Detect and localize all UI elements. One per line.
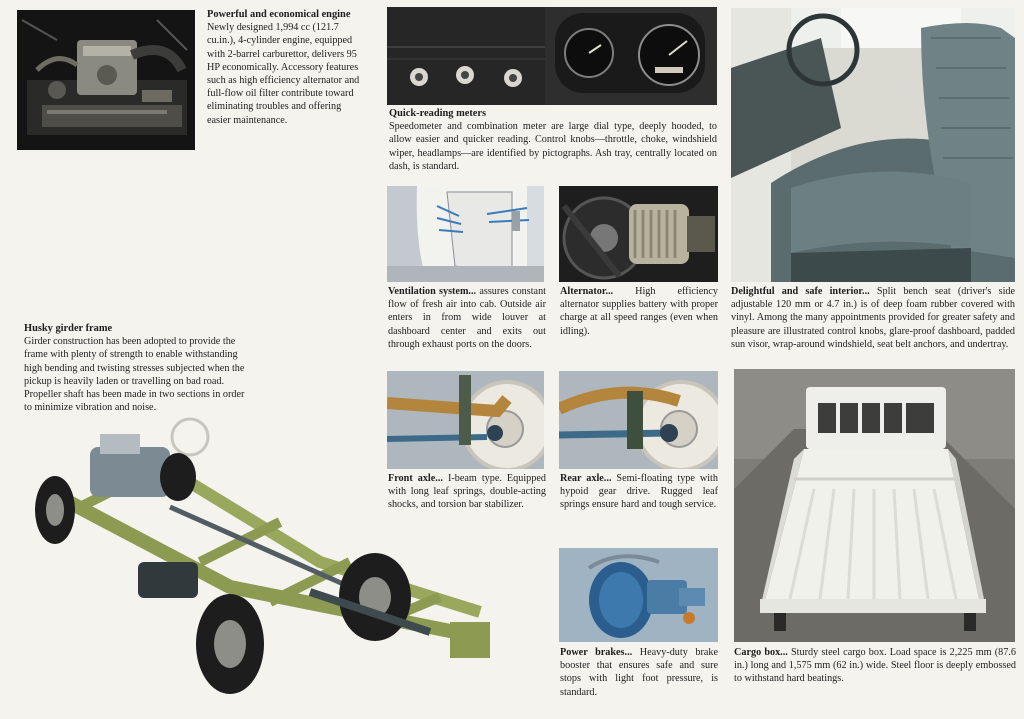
brakes-body: Heavy-duty brake booster that ensures safe and sure stops with light foot pressure, is standard. — [560, 647, 719, 698]
meters-body: Speedometer and combination meter are large dial type, deeply hooded, to allow easier and quicker reading. Control knobs—throttle, choke, windshield wiper, headlamps—are identified by pictographs. Ash tray, centrally located on dash, is standard. — [389, 121, 717, 172]
rear-axle-heading: Rear axle... — [560, 473, 612, 484]
chassis-illustration — [20, 412, 495, 702]
engine-heading: Powerful and economical engine — [207, 9, 351, 20]
engine-caption — [207, 8, 367, 127]
cargo-heading: Cargo box... — [734, 647, 788, 658]
ventilation-body: assures constant flow of fresh air into cab. Outside air enters in from wide louver at dashboard center and exits out through exhaust ports on the doors. — [388, 286, 546, 350]
front-axle-caption — [388, 472, 546, 512]
meters-heading: Quick-reading meters — [389, 108, 487, 119]
alternator-photo — [559, 186, 718, 282]
meters-photo — [387, 7, 717, 105]
interior-body: Split bench seat (driver's side adjustable 120 mm or 4.7 in.) is of deep foam rubber covered with vinyl. Among the many appointments provided for greater safety and pleasure are illustrated control knobs, glare-proof dashboard, padded sun visor, wrap-around windshield, seat belt anchors, and undertray. — [731, 286, 1016, 350]
ventilation-heading: Ventilation system... — [388, 286, 477, 297]
interior-photo — [731, 8, 1015, 282]
meters-caption — [389, 107, 717, 173]
rear-axle-photo — [559, 371, 718, 469]
brakes-caption — [560, 646, 718, 699]
interior-heading: Delightful and safe interior... — [731, 286, 870, 297]
front-axle-heading: Front axle... — [388, 473, 443, 484]
cargo-body: Sturdy steel cargo box. Load space is 2,225 mm (87.6 in.) long and 1,575 mm (62 in.) wide. Steel floor is deeply embossed to withstand hard beatings. — [734, 647, 1016, 685]
engine-body: Newly designed 1,994 cc (121.7 cu.in.), 4-cylinder engine, equipped with 2-barrel carburettor, delivers 95 HP economically. Accessory features such as high efficiency alternator and full-flow oil filter contribute toward eliminating troubles and offering easier maintenance. — [207, 22, 360, 126]
rear-axle-body: Semi-floating type with hypoid gear drive. Rugged leaf springs ensure hard and tough service. — [560, 473, 718, 511]
engine-photo — [17, 10, 195, 150]
front-axle-body: I-beam type. Equipped with long leaf springs, double-acting shocks, and torsion bar stabilizer. — [388, 473, 546, 511]
ventilation-caption — [388, 285, 546, 351]
interior-caption — [731, 285, 1015, 351]
alternator-body: High efficiency alternator supplies battery with proper charge at all speed ranges (even when idling). — [560, 286, 718, 337]
brakes-heading: Power brakes... — [560, 647, 633, 658]
frame-heading: Husky girder frame — [24, 323, 113, 334]
frame-body: Girder construction has been adopted to provide the frame with plenty of strength to enable withstanding high bending and twisting stresses subjected when the pickup is heavily laden or travelling on bad road. Propeller shaft has been made in two sections in order to minimize vibration and noise. — [24, 336, 245, 414]
rear-axle-caption — [560, 472, 718, 512]
ventilation-photo — [387, 186, 544, 282]
frame-caption — [24, 322, 248, 414]
alternator-heading: Alternator... — [560, 286, 614, 297]
alternator-caption — [560, 285, 718, 338]
cargo-box-photo — [734, 369, 1015, 642]
cargo-caption — [734, 646, 1016, 686]
brakes-photo — [559, 548, 718, 642]
